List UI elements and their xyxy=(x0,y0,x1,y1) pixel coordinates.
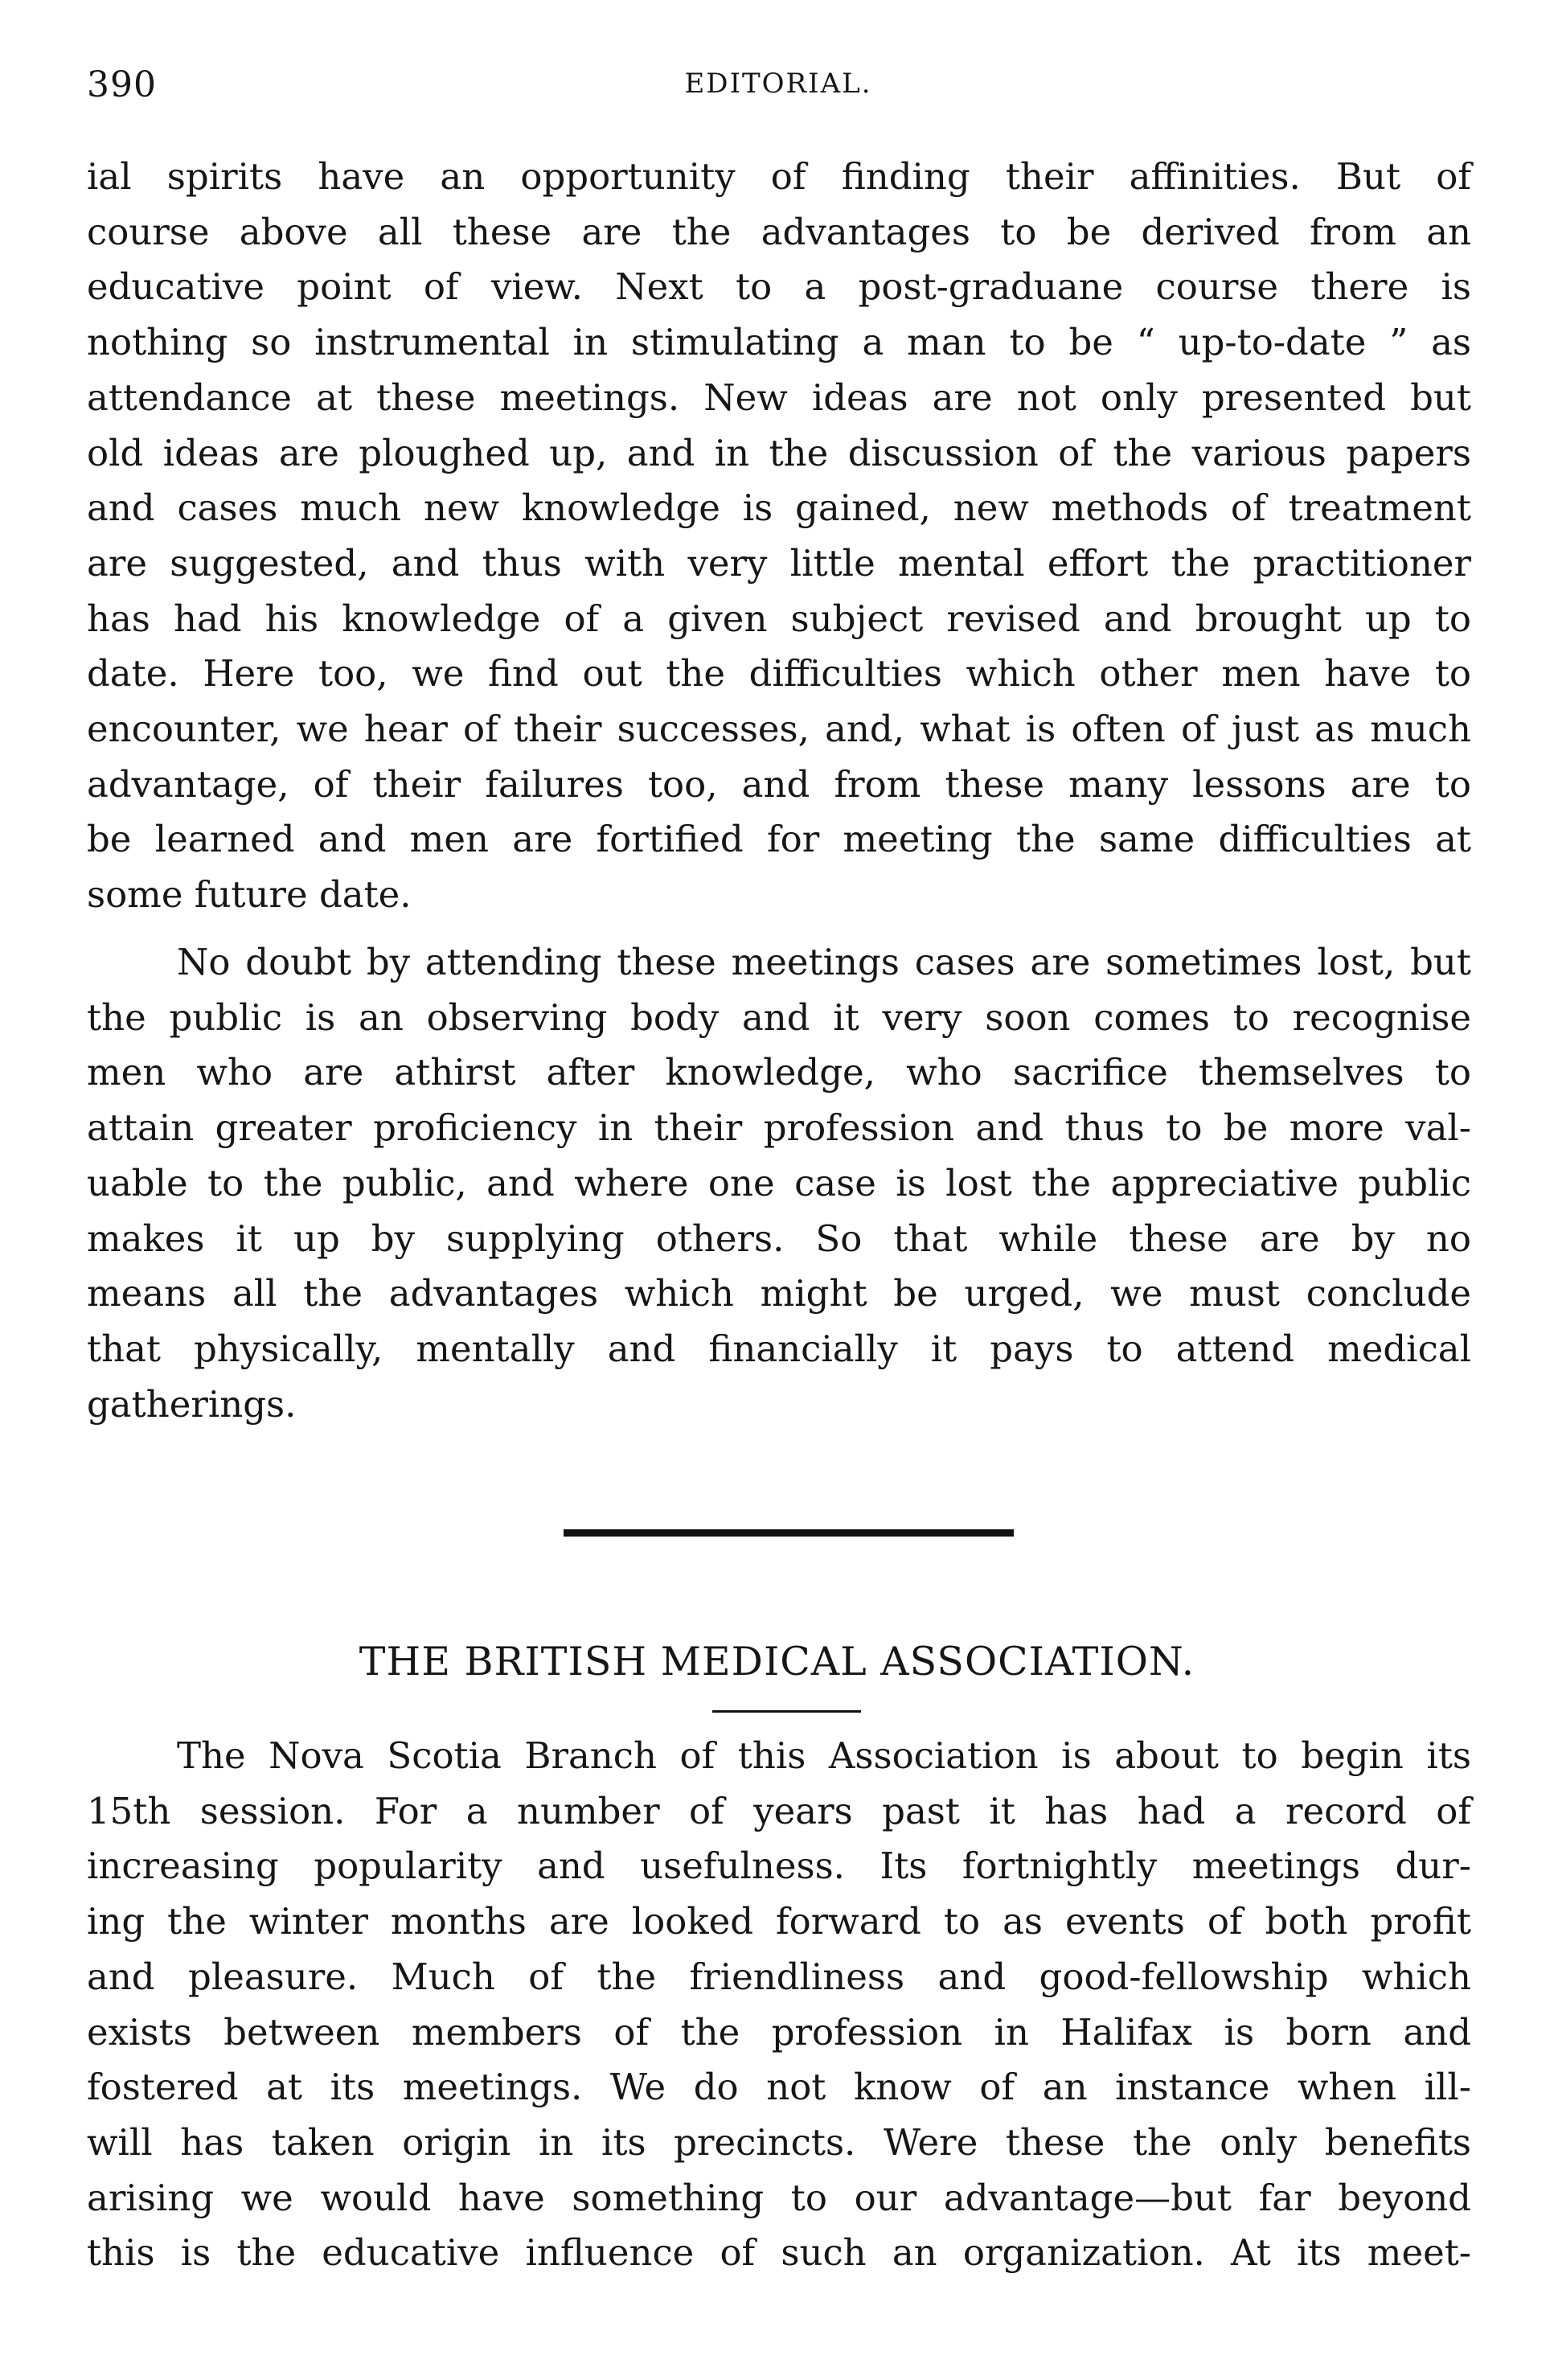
text-line: the public is an observing body and it very soon comes to recognise xyxy=(87,995,1471,1039)
text-line: attendance at these meetings. New ideas are not only presented but xyxy=(87,375,1471,419)
text-line: means all the advantages which might be urged, we must conclude xyxy=(87,1272,1471,1315)
section-heading: THE BRITISH MEDICAL ASSOCIATION. xyxy=(359,1639,1195,1684)
text-line: course above all these are the advantages to be derived from an xyxy=(87,210,1471,253)
text-line: exists between members of the profession in Halifax is born and xyxy=(87,2010,1471,2054)
text-line: this is the educative influence of such an organization. At its meet- xyxy=(87,2231,1471,2275)
text-line: will has taken origin in its precincts. Were these the only benefits xyxy=(87,2120,1471,2164)
text-line: arising we would have something to our advantage—but far beyond xyxy=(87,2176,1471,2219)
text-line: The Nova Scotia Branch of this Association is about to begin its xyxy=(177,1734,1471,1777)
text-line: gatherings. xyxy=(87,1382,297,1426)
text-line: men who are athirst after knowledge, who sacrifice themselves to xyxy=(87,1051,1471,1094)
text-line: be learned and men are fortified for meeting the same difficulties at xyxy=(87,818,1471,861)
text-line: that physically, mentally and financially it pays to attend medical xyxy=(87,1327,1471,1370)
text-line: and pleasure. Much of the friendliness and good-fellowship which xyxy=(87,1955,1471,1998)
text-line: ial spirits have an opportunity of finding their affinities. But of xyxy=(87,155,1471,198)
heading-underline xyxy=(712,1710,861,1713)
text-line: encounter, we hear of their successes, and, what is often of just as much xyxy=(87,708,1471,751)
running-title: EDITORIAL. xyxy=(684,68,872,100)
text-line: advantage, of their failures too, and from these many lessons are to xyxy=(87,762,1471,806)
editorial-paragraph-continued xyxy=(87,150,1471,923)
text-line: nothing so instrumental in stimulating a man to be “ up-to-date ” as xyxy=(87,321,1471,364)
text-line: makes it up by supplying others. So that while these are by no xyxy=(87,1217,1471,1260)
editorial-paragraph xyxy=(87,935,1471,1432)
text-line: attain greater proficiency in their profession and thus to be more val- xyxy=(87,1106,1471,1150)
text-line: are suggested, and thus with very little mental effort the practitioner xyxy=(87,541,1471,585)
text-line: and cases much new knowledge is gained, new methods of treatment xyxy=(87,486,1471,530)
section-divider xyxy=(564,1529,1014,1537)
text-line: increasing popularity and usefulness. Its fortnightly meetings dur- xyxy=(87,1844,1471,1888)
page-number: 390 xyxy=(87,64,157,105)
text-line: uable to the public, and where one case is lost the appreciative public xyxy=(87,1161,1471,1204)
text-line: ing the winter months are looked forward to as events of both profit xyxy=(87,1900,1471,1943)
text-line: No doubt by attending these meetings cases are sometimes lost, but xyxy=(177,941,1471,983)
running-head xyxy=(87,64,1470,113)
text-line: date. Here too, we find out the difficulties which other men have to xyxy=(87,652,1471,696)
text-line: 15th session. For a number of years past it has had a record of xyxy=(87,1789,1471,1832)
text-line: has had his knowledge of a given subject revised and brought up to xyxy=(87,597,1471,640)
text-line: fostered at its meetings. We do not know of an instance when ill- xyxy=(87,2066,1471,2109)
text-line: educative point of view. Next to a post-graduane course there is xyxy=(87,265,1471,309)
text-line: old ideas are ploughed up, and in the discussion of the various papers xyxy=(87,431,1471,474)
text-line: some future date. xyxy=(87,873,412,917)
section-paragraph xyxy=(87,1729,1471,2281)
